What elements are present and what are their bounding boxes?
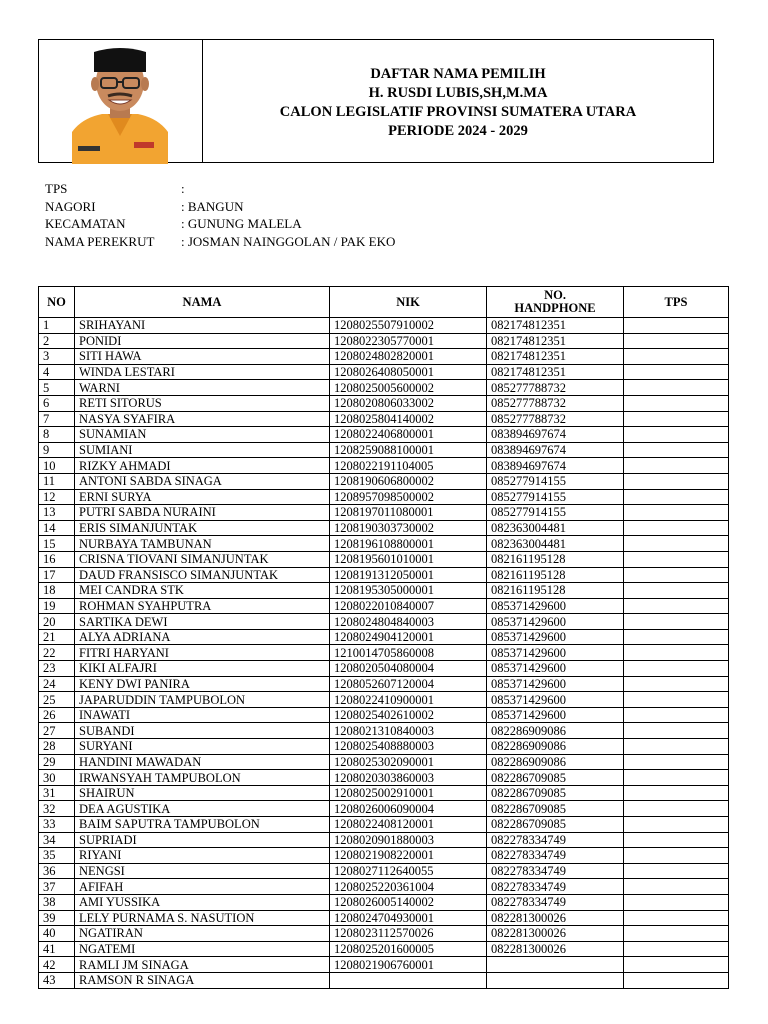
- cell-tps: [624, 910, 729, 926]
- cell-nik: 1208196108800001: [330, 536, 487, 552]
- table-row: [39, 395, 729, 411]
- cell-no: 11: [39, 473, 75, 489]
- table-row: [39, 520, 729, 536]
- cell-tps: [624, 941, 729, 957]
- cell-nik: 1208195601010001: [330, 551, 487, 567]
- candidate-photo: [72, 40, 168, 164]
- cell-nama: SITI HAWA: [75, 349, 330, 365]
- cell-nama: SUMIANI: [75, 442, 330, 458]
- cell-nik: 1208024904120001: [330, 629, 487, 645]
- table-row: [39, 551, 729, 567]
- title-line-3: CALON LEGISLATIF PROVINSI SUMATERA UTARA: [279, 104, 637, 120]
- cell-no: 36: [39, 863, 75, 879]
- table-row: [39, 739, 729, 755]
- title-line-1: DAFTAR NAMA PEMILIH: [370, 66, 546, 82]
- cell-handphone: 082281300026: [487, 941, 624, 957]
- cell-nik: 1208027112640055: [330, 863, 487, 879]
- cell-no: 30: [39, 770, 75, 786]
- cell-handphone: 082286709085: [487, 801, 624, 817]
- table-row: [39, 692, 729, 708]
- info-row-perekrut: [45, 233, 395, 251]
- cell-nama: JAPARUDDIN TAMPUBOLON: [75, 692, 330, 708]
- column-header-handphone-line2: HANDPHONE: [514, 301, 596, 315]
- cell-tps: [624, 661, 729, 677]
- cell-nama: NURBAYA TAMBUNAN: [75, 536, 330, 552]
- cell-no: 23: [39, 661, 75, 677]
- table-row: [39, 754, 729, 770]
- cell-no: 10: [39, 458, 75, 474]
- cell-handphone: 085371429600: [487, 645, 624, 661]
- cell-handphone: 085371429600: [487, 629, 624, 645]
- cell-tps: [624, 583, 729, 599]
- cell-handphone: 082278334749: [487, 863, 624, 879]
- cell-no: 8: [39, 427, 75, 443]
- cell-tps: [624, 458, 729, 474]
- cell-nama: SUPRIADI: [75, 832, 330, 848]
- cell-no: 27: [39, 723, 75, 739]
- table-row: [39, 707, 729, 723]
- cell-no: 43: [39, 972, 75, 988]
- table-row: [39, 957, 729, 973]
- cell-nama: ERIS SIMANJUNTAK: [75, 520, 330, 536]
- info-value: : BANGUN: [181, 198, 244, 214]
- cell-tps: [624, 614, 729, 630]
- column-header-handphone-line1: NO.: [544, 288, 566, 302]
- cell-tps: [624, 707, 729, 723]
- cell-tps: [624, 801, 729, 817]
- title-line-4: PERIODE 2024 - 2029: [388, 123, 528, 139]
- cell-nama: HANDINI MAWADAN: [75, 754, 330, 770]
- cell-nama: RETI SITORUS: [75, 395, 330, 411]
- cell-nama: ROHMAN SYAHPUTRA: [75, 598, 330, 614]
- cell-nik: 1208025002910001: [330, 785, 487, 801]
- cell-handphone: [487, 972, 624, 988]
- column-header-tps: TPS: [624, 287, 729, 318]
- cell-no: 18: [39, 583, 75, 599]
- cell-handphone: 083894697674: [487, 427, 624, 443]
- cell-nama: RIYANI: [75, 848, 330, 864]
- cell-tps: [624, 739, 729, 755]
- cell-no: 24: [39, 676, 75, 692]
- cell-no: 7: [39, 411, 75, 427]
- cell-no: 33: [39, 817, 75, 833]
- cell-tps: [624, 832, 729, 848]
- table-row: [39, 785, 729, 801]
- cell-nik: 1208957098500002: [330, 489, 487, 505]
- cell-nik: 1208195305000001: [330, 583, 487, 599]
- cell-no: 3: [39, 349, 75, 365]
- cell-tps: [624, 489, 729, 505]
- cell-nama: ANTONI SABDA SINAGA: [75, 473, 330, 489]
- cell-handphone: 082286909086: [487, 723, 624, 739]
- info-label: NAMA PEREKRUT: [45, 233, 155, 249]
- table-row: [39, 583, 729, 599]
- info-value: :: [181, 181, 185, 196]
- cell-no: 16: [39, 551, 75, 567]
- cell-nama: SUBANDI: [75, 723, 330, 739]
- column-header-nik: NIK: [330, 287, 487, 318]
- info-row-kecamatan: [45, 215, 395, 233]
- column-header-nama: NAMA: [75, 287, 330, 318]
- cell-nik: 1208190303730002: [330, 520, 487, 536]
- cell-tps: [624, 333, 729, 349]
- table-body: [39, 318, 729, 989]
- cell-no: 19: [39, 598, 75, 614]
- cell-nik: 1208025408880003: [330, 739, 487, 755]
- cell-no: 14: [39, 520, 75, 536]
- info-label: NAGORI: [45, 198, 96, 214]
- cell-handphone: 085277914155: [487, 505, 624, 521]
- cell-tps: [624, 536, 729, 552]
- cell-nik: 1208052607120004: [330, 676, 487, 692]
- cell-nik: 1208026408050001: [330, 364, 487, 380]
- cell-handphone: [487, 957, 624, 973]
- cell-handphone: 085277788732: [487, 411, 624, 427]
- cell-handphone: 082278334749: [487, 894, 624, 910]
- cell-tps: [624, 411, 729, 427]
- table-row: [39, 848, 729, 864]
- cell-nik: 1208022406800001: [330, 427, 487, 443]
- cell-tps: [624, 863, 729, 879]
- cell-handphone: 082278334749: [487, 832, 624, 848]
- cell-handphone: 082278334749: [487, 879, 624, 895]
- table-row: [39, 349, 729, 365]
- cell-tps: [624, 520, 729, 536]
- cell-tps: [624, 785, 729, 801]
- cell-nik: 1208021310840003: [330, 723, 487, 739]
- cell-nama: FITRI HARYANI: [75, 645, 330, 661]
- cell-tps: [624, 817, 729, 833]
- cell-tps: [624, 442, 729, 458]
- cell-no: 29: [39, 754, 75, 770]
- cell-nik: 1208025302090001: [330, 754, 487, 770]
- cell-handphone: 082281300026: [487, 910, 624, 926]
- cell-tps: [624, 505, 729, 521]
- cell-nama: RAMLI JM SINAGA: [75, 957, 330, 973]
- cell-nama: WARNI: [75, 380, 330, 396]
- cell-handphone: 085371429600: [487, 661, 624, 677]
- cell-nama: KENY DWI PANIRA: [75, 676, 330, 692]
- cell-handphone: 082286909086: [487, 739, 624, 755]
- cell-nik: 1208020901880003: [330, 832, 487, 848]
- cell-nik: 1208025201600005: [330, 941, 487, 957]
- table-row: [39, 661, 729, 677]
- column-header-handphone: [487, 287, 624, 318]
- cell-nama: SUNAMIAN: [75, 427, 330, 443]
- cell-tps: [624, 645, 729, 661]
- cell-nama: SHAIRUN: [75, 785, 330, 801]
- table-row: [39, 817, 729, 833]
- cell-nik: 1208026006090004: [330, 801, 487, 817]
- table-row: [39, 863, 729, 879]
- cell-tps: [624, 551, 729, 567]
- table-row: [39, 832, 729, 848]
- info-value: : JOSMAN NAINGGOLAN / PAK EKO: [181, 233, 396, 249]
- cell-nama: NASYA SYAFIRA: [75, 411, 330, 427]
- cell-nik: 1208022408120001: [330, 817, 487, 833]
- table-header-row: [39, 287, 729, 318]
- table-row: [39, 598, 729, 614]
- cell-nik: 1208020806033002: [330, 395, 487, 411]
- photo-cell: [39, 40, 203, 162]
- table-row: [39, 910, 729, 926]
- cell-tps: [624, 567, 729, 583]
- cell-no: 1: [39, 318, 75, 334]
- cell-nama: NENGSI: [75, 863, 330, 879]
- cell-nama: PONIDI: [75, 333, 330, 349]
- cell-no: 38: [39, 894, 75, 910]
- cell-nik: 1208021908220001: [330, 848, 487, 864]
- cell-tps: [624, 380, 729, 396]
- cell-nik: 1208197011080001: [330, 505, 487, 521]
- info-value: : GUNUNG MALELA: [181, 216, 302, 231]
- table-row: [39, 941, 729, 957]
- cell-handphone: 085277914155: [487, 473, 624, 489]
- cell-nik: 1208022410900001: [330, 692, 487, 708]
- cell-no: 6: [39, 395, 75, 411]
- cell-nik: 1208022010840007: [330, 598, 487, 614]
- cell-nama: SURYANI: [75, 739, 330, 755]
- cell-handphone: 082286709085: [487, 817, 624, 833]
- cell-nama: NGATEMI: [75, 941, 330, 957]
- column-header-no: NO: [39, 287, 75, 318]
- table-row: [39, 894, 729, 910]
- table-row: [39, 676, 729, 692]
- cell-handphone: 082161195128: [487, 583, 624, 599]
- cell-nama: NGATIRAN: [75, 926, 330, 942]
- cell-no: 15: [39, 536, 75, 552]
- table-row: [39, 801, 729, 817]
- cell-nik: 1208025220361004: [330, 879, 487, 895]
- cell-handphone: 085371429600: [487, 598, 624, 614]
- cell-handphone: 082281300026: [487, 926, 624, 942]
- table-row: [39, 442, 729, 458]
- info-label: TPS: [45, 181, 68, 196]
- cell-tps: [624, 349, 729, 365]
- cell-handphone: 083894697674: [487, 442, 624, 458]
- cell-handphone: 085277914155: [487, 489, 624, 505]
- cell-no: 42: [39, 957, 75, 973]
- table-row: [39, 411, 729, 427]
- cell-nama: ALYA ADRIANA: [75, 629, 330, 645]
- cell-handphone: 085277788732: [487, 395, 624, 411]
- cell-nik: 1208020504080004: [330, 661, 487, 677]
- cell-nik: 1208025402610002: [330, 707, 487, 723]
- cell-tps: [624, 473, 729, 489]
- cell-handphone: 082286909086: [487, 754, 624, 770]
- cell-handphone: 082174812351: [487, 318, 624, 334]
- info-row-tps: [45, 180, 395, 198]
- cell-no: 9: [39, 442, 75, 458]
- cell-nik: 1208025804140002: [330, 411, 487, 427]
- cell-no: 13: [39, 505, 75, 521]
- table-row: [39, 972, 729, 988]
- table-row: [39, 333, 729, 349]
- cell-nik: 1210014705860008: [330, 645, 487, 661]
- cell-no: 2: [39, 333, 75, 349]
- cell-no: 20: [39, 614, 75, 630]
- info-block: [45, 180, 395, 250]
- title-line-2: H. RUSDI LUBIS,SH,M.MA: [368, 85, 548, 101]
- cell-nik: 1208024704930001: [330, 910, 487, 926]
- cell-tps: [624, 894, 729, 910]
- cell-no: 21: [39, 629, 75, 645]
- cell-tps: [624, 879, 729, 895]
- cell-tps: [624, 972, 729, 988]
- table-row: [39, 536, 729, 552]
- cell-handphone: 082278334749: [487, 848, 624, 864]
- table-row: [39, 427, 729, 443]
- table-row: [39, 473, 729, 489]
- cell-nama: CRISNA TIOVANI SIMANJUNTAK: [75, 551, 330, 567]
- cell-no: 5: [39, 380, 75, 396]
- cell-tps: [624, 318, 729, 334]
- cell-handphone: 085371429600: [487, 692, 624, 708]
- cell-handphone: 082174812351: [487, 364, 624, 380]
- cell-handphone: 085277788732: [487, 380, 624, 396]
- table-row: [39, 380, 729, 396]
- cell-nik: 1208026005140002: [330, 894, 487, 910]
- cell-nama: DAUD FRANSISCO SIMANJUNTAK: [75, 567, 330, 583]
- cell-tps: [624, 957, 729, 973]
- table-row: [39, 505, 729, 521]
- cell-nama: WINDA LESTARI: [75, 364, 330, 380]
- cell-nik: [330, 972, 487, 988]
- header-box: [38, 39, 714, 163]
- cell-nama: BAIM SAPUTRA TAMPUBOLON: [75, 817, 330, 833]
- cell-nik: 1208024802820001: [330, 349, 487, 365]
- cell-nik: 1208024804840003: [330, 614, 487, 630]
- cell-no: 41: [39, 941, 75, 957]
- cell-handphone: 082286709085: [487, 770, 624, 786]
- cell-nama: MEI CANDRA STK: [75, 583, 330, 599]
- table-row: [39, 629, 729, 645]
- cell-tps: [624, 926, 729, 942]
- cell-nik: 1208023112570026: [330, 926, 487, 942]
- cell-nik: 1208190606800002: [330, 473, 487, 489]
- cell-nama: INAWATI: [75, 707, 330, 723]
- table-row: [39, 723, 729, 739]
- cell-nama: SRIHAYANI: [75, 318, 330, 334]
- cell-no: 25: [39, 692, 75, 708]
- cell-nama: SARTIKA DEWI: [75, 614, 330, 630]
- cell-no: 28: [39, 739, 75, 755]
- document-title: [203, 40, 713, 162]
- table-row: [39, 364, 729, 380]
- table-row: [39, 770, 729, 786]
- cell-handphone: 082161195128: [487, 551, 624, 567]
- cell-nik: 1208025005600002: [330, 380, 487, 396]
- cell-no: 34: [39, 832, 75, 848]
- cell-nama: AFIFAH: [75, 879, 330, 895]
- cell-no: 40: [39, 926, 75, 942]
- cell-nama: AMI YUSSIKA: [75, 894, 330, 910]
- cell-no: 37: [39, 879, 75, 895]
- voter-table: [38, 286, 729, 989]
- cell-nama: ERNI SURYA: [75, 489, 330, 505]
- cell-tps: [624, 770, 729, 786]
- cell-no: 4: [39, 364, 75, 380]
- table-row: [39, 567, 729, 583]
- info-label: KECAMATAN: [45, 216, 126, 231]
- cell-no: 22: [39, 645, 75, 661]
- cell-no: 12: [39, 489, 75, 505]
- cell-handphone: 085371429600: [487, 676, 624, 692]
- cell-tps: [624, 598, 729, 614]
- cell-no: 17: [39, 567, 75, 583]
- cell-nama: RAMSON R SINAGA: [75, 972, 330, 988]
- cell-nama: DEA AGUSTIKA: [75, 801, 330, 817]
- cell-nama: KIKI ALFAJRI: [75, 661, 330, 677]
- cell-handphone: 082174812351: [487, 333, 624, 349]
- cell-tps: [624, 848, 729, 864]
- cell-handphone: 082286709085: [487, 785, 624, 801]
- cell-tps: [624, 676, 729, 692]
- cell-nik: 1208025507910002: [330, 318, 487, 334]
- cell-tps: [624, 427, 729, 443]
- cell-nama: IRWANSYAH TAMPUBOLON: [75, 770, 330, 786]
- cell-nik: 1208021906760001: [330, 957, 487, 973]
- cell-nik: 1208020303860003: [330, 770, 487, 786]
- cell-tps: [624, 723, 729, 739]
- cell-no: 31: [39, 785, 75, 801]
- cell-tps: [624, 629, 729, 645]
- table-row: [39, 879, 729, 895]
- cell-tps: [624, 692, 729, 708]
- cell-nik: 1208022305770001: [330, 333, 487, 349]
- table-row: [39, 318, 729, 334]
- cell-handphone: 085371429600: [487, 614, 624, 630]
- cell-handphone: 083894697674: [487, 458, 624, 474]
- cell-handphone: 082363004481: [487, 520, 624, 536]
- cell-no: 32: [39, 801, 75, 817]
- cell-nik: 1208259088100001: [330, 442, 487, 458]
- cell-handphone: 082363004481: [487, 536, 624, 552]
- cell-nama: LELY PURNAMA S. NASUTION: [75, 910, 330, 926]
- table-row: [39, 926, 729, 942]
- info-row-nagori: [45, 198, 395, 216]
- cell-handphone: 082174812351: [487, 349, 624, 365]
- cell-handphone: 085371429600: [487, 707, 624, 723]
- cell-nama: PUTRI SABDA NURAINI: [75, 505, 330, 521]
- cell-tps: [624, 754, 729, 770]
- cell-no: 35: [39, 848, 75, 864]
- cell-nik: 1208022191104005: [330, 458, 487, 474]
- table-row: [39, 614, 729, 630]
- cell-tps: [624, 364, 729, 380]
- table-row: [39, 458, 729, 474]
- cell-tps: [624, 395, 729, 411]
- cell-no: 26: [39, 707, 75, 723]
- cell-handphone: 082161195128: [487, 567, 624, 583]
- table-row: [39, 489, 729, 505]
- table-row: [39, 645, 729, 661]
- cell-nik: 1208191312050001: [330, 567, 487, 583]
- cell-no: 39: [39, 910, 75, 926]
- cell-nama: RIZKY AHMADI: [75, 458, 330, 474]
